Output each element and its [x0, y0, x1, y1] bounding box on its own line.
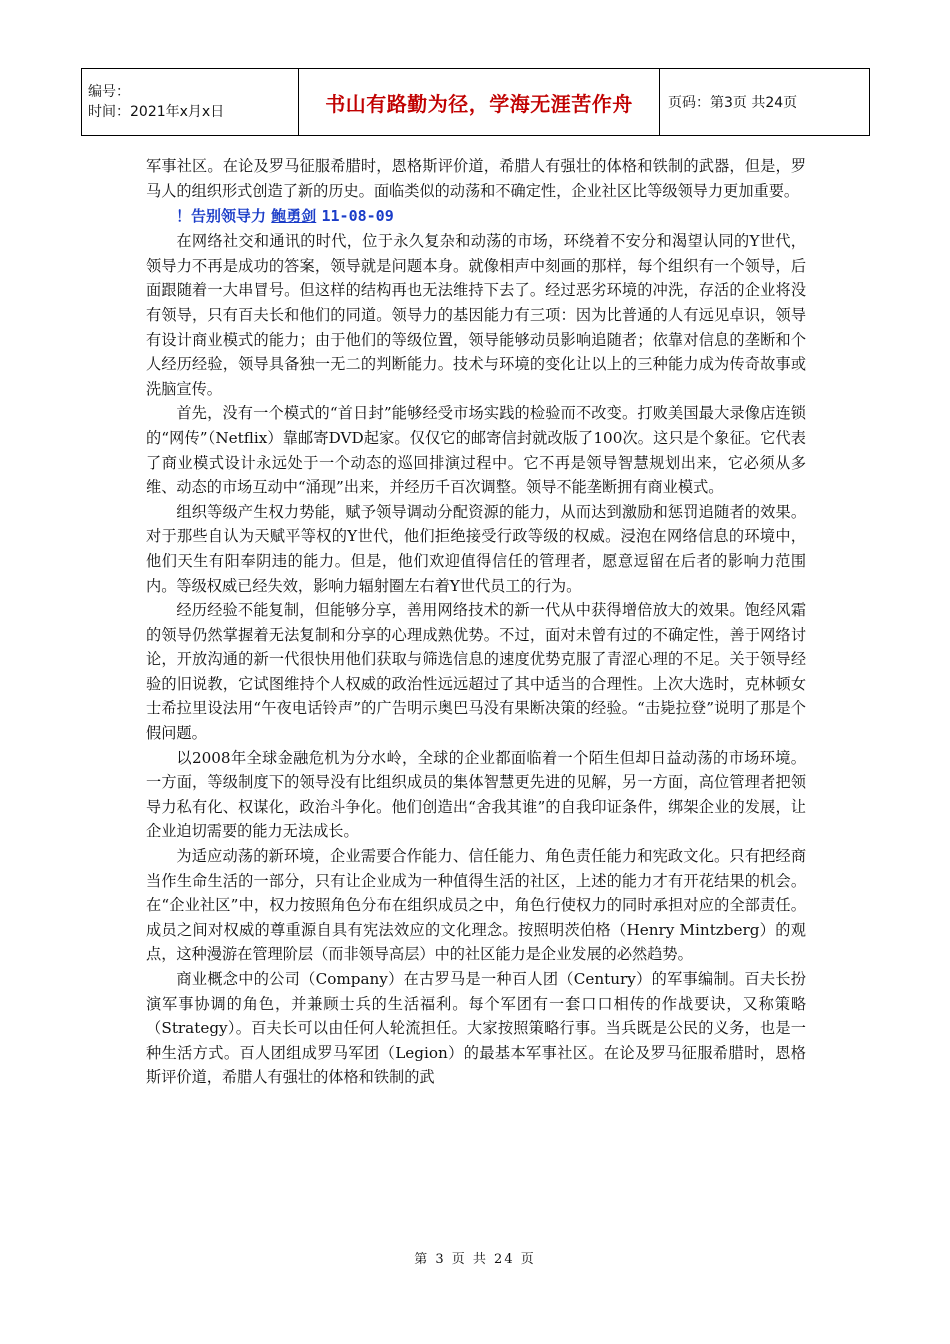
article-subhead: [146, 203, 806, 229]
header-page-info: 页码：第3页 共24页: [660, 69, 870, 136]
opening-fragment: 军事社区。在论及罗马征服希腊时，恩格斯评价道，希腊人有强壮的体格和铁制的武器，但是，罗马人的组织形式创造了新的历史。面临类似的动荡和不确定性，企业社区比等级领导力更加重要。: [146, 157, 806, 200]
subhead-title: ！告别领导力: [176, 207, 267, 226]
paragraph-4: 经历经验不能复制，但能够分享，善用网络技术的新一代从中获得增倍放大的效果。饱经风霜的领导仍然掌握着无法复制和分享的心理成熟优势。不过，面对未曾有过的不确定性，善于网络讨论，开放沟通的新一代很快用他们获取与筛选信息的速度优势克服了青涩心理的不足。关于领导经验的旧说教，它试图维持个人权威的政治性远远超过了其中适当的合理性。上次大选时，克林顿女士希拉里设法用“午夜电话铃声”的广告明示奥巴马没有果断决策的经验。“击毙拉登”说明了那是个假问题。: [146, 601, 806, 743]
subhead-date: 11-08-09: [321, 207, 394, 226]
subhead-author-link[interactable]: 鲍勇剑: [271, 207, 317, 226]
page-footer: 第 3 页 共 24 页: [414, 1252, 536, 1267]
header-motto: 书山有路勤为径，学海无涯苦作舟: [299, 69, 660, 136]
header-meta-cell: [82, 69, 299, 136]
paragraph-6: 为适应动荡的新环境，企业需要合作能力、信任能力、角色责任能力和宪政文化。只有把经商当作生命生活的一部分，只有让企业成为一种值得生活的社区，上述的能力才有开花结果的机会。在“企业社区”中，权力按照角色分布在组织成员之中，角色行使权力的同时承担对应的全部责任。成员之间对权威的尊重源自具有宪法效应的文化理念。按照明茨伯格（Henry Mintzberg）的观点，这种漫游在管理阶层（而非领导高层）中的社区能力是企业发展的必然趋势。: [146, 847, 806, 964]
article-body: [146, 154, 806, 1090]
paragraph-7: 商业概念中的公司（Company）在古罗马是一种百人团（Century）的军事编制。百夫长扮演军事协调的角色，并兼顾士兵的生活福利。每个军团有一套口口相传的作战要诀，又称策略（Strategy）。百夫长可以由任何人轮流担任。大家按照策略行事。当兵既是公民的义务，也是一种生活方式。百人团组成罗马军团（Legion）的最基本军事社区。在论及罗马征服希腊时，恩格斯评价道，希腊人有强壮的体格和铁制的武: [146, 970, 806, 1087]
paragraph-1: 在网络社交和通讯的时代，位于永久复杂和动荡的市场，环绕着不安分和渴望认同的Y世代，领导力不再是成功的答案，领导就是问题本身。就像相声中刻画的那样，每个组织有一个领导，后面跟随着一大串冒号。但这样的结构再也无法维持下去了。经过恶劣环境的冲洗，存活的企业将没有领导，只有百夫长和他们的同道。领导力的基因能力有三项：因为比普通的人有远见卓识，领导有设计商业模式的能力；由于他们的等级位置，领导能够动员影响追随者；依靠对信息的垄断和个人经历经验，领导具备独一无二的判断能力。技术与环境的变化让以上的三种能力成为传奇故事或洗脑宣传。: [146, 232, 806, 398]
doc-number-label: 编号：: [88, 84, 130, 100]
paragraph-2: 首先，没有一个模式的“首日封”能够经受市场实践的检验而不改变。打败美国最大录像店连锁的“网传”（Netflix）靠邮寄DVD起家。仅仅它的邮寄信封就改版了100次。这只是个象征。它代表了商业模式设计永远处于一个动态的巡回排演过程中。它不再是领导智慧规划出来，它必须从多维、动态的市场互动中“涌现”出来，并经历千百次调整。领导不能垄断拥有商业模式。: [146, 404, 806, 497]
date-label: 时间：2021年x月x日: [88, 104, 225, 120]
paragraph-3: 组织等级产生权力势能，赋予领导调动分配资源的能力，从而达到激励和惩罚追随者的效果。对于那些自认为天赋平等权的Y世代，他们拒绝接受行政等级的权威。浸泡在网络信息的环境中，他们天生有阳奉阴违的能力。但是，他们欢迎值得信任的管理者，愿意逗留在后者的影响力范围内。等级权威已经失效，影响力辐射圈左右着Y世代员工的行为。: [146, 502, 806, 595]
page-header: [81, 68, 870, 136]
paragraph-5: 以2008年全球金融危机为分水岭，全球的企业都面临着一个陌生但却日益动荡的市场环境。一方面，等级制度下的领导没有比组织成员的集体智慧更先进的见解，另一方面，高位管理者把领导力私有化、权谋化，政治斗争化。他们创造出“舍我其谁”的自我印证条件，绑架企业的发展，让企业迫切需要的能力无法成长。: [146, 748, 806, 841]
